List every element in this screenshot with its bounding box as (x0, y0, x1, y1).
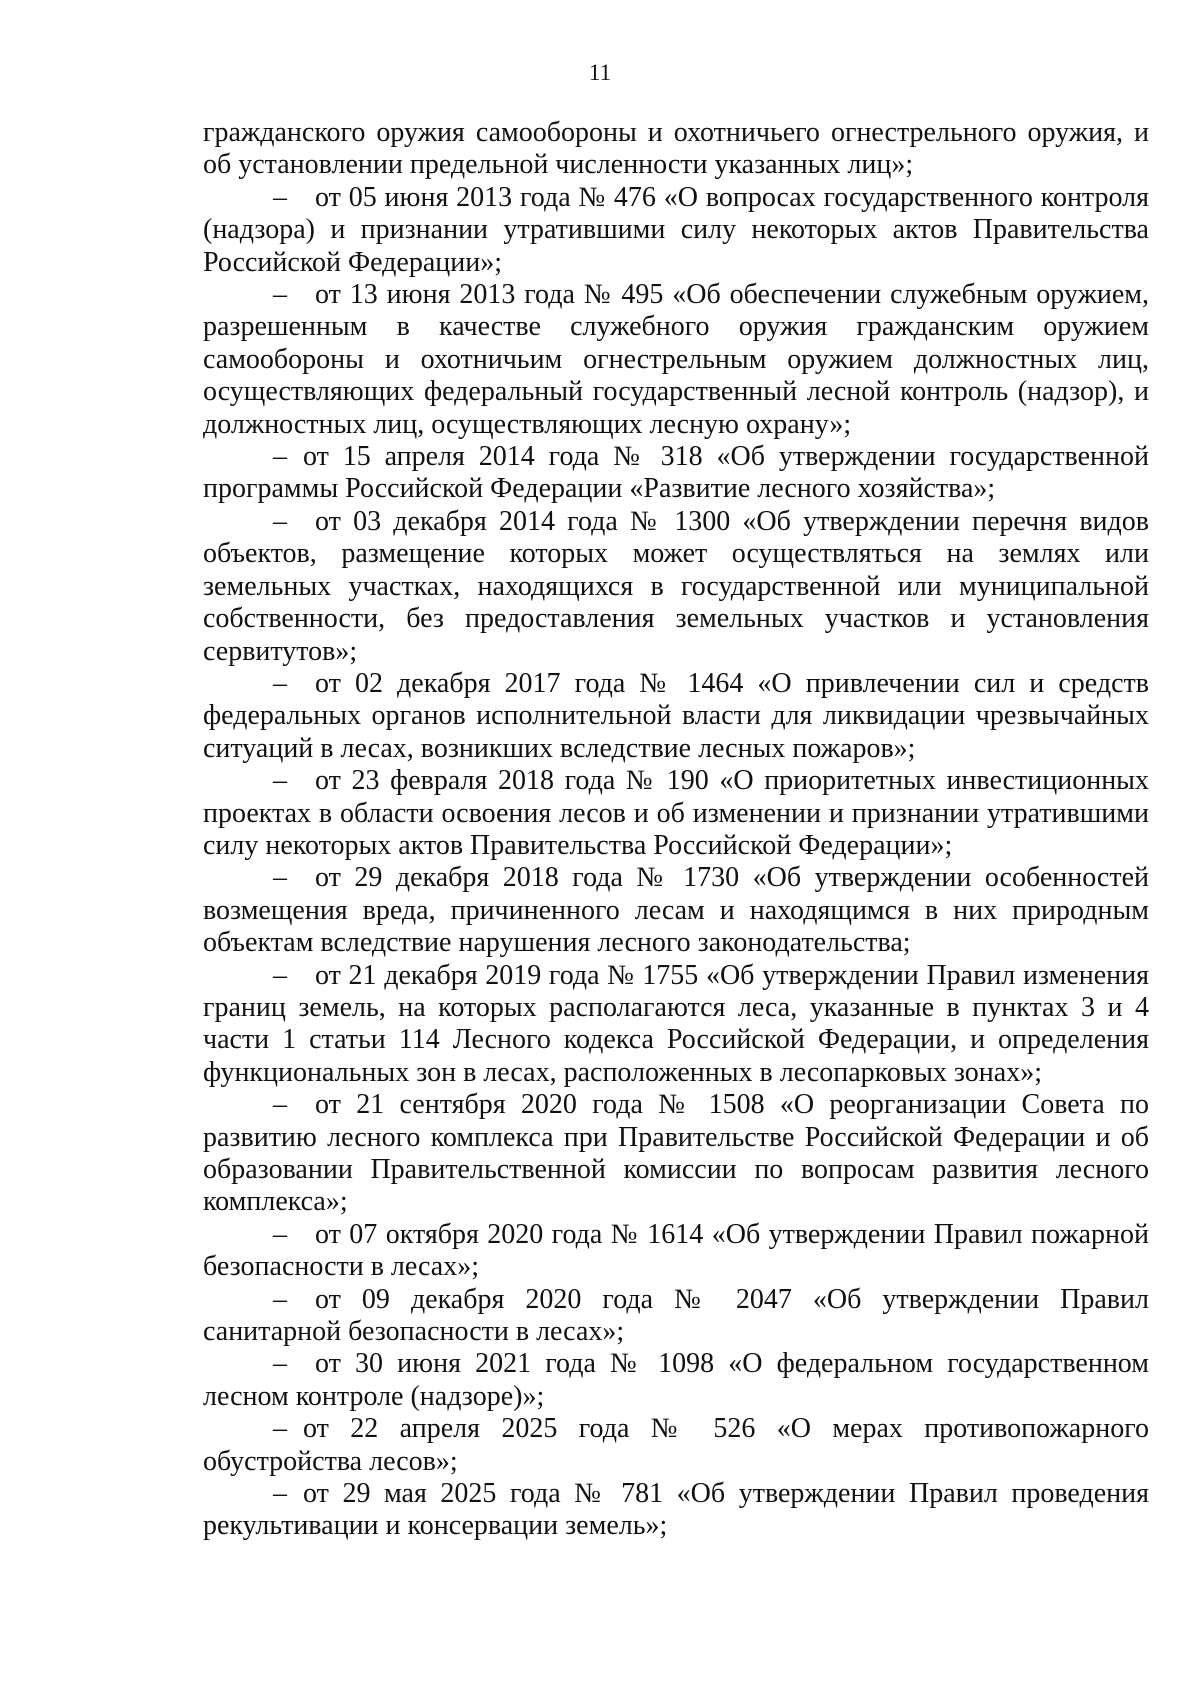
list-item-text: от 07 октября 2020 года № 1614 «Об утверждении Правил пожарной безопасности в лесах»; (203, 1218, 1149, 1283)
list-item-text: от 13 июня 2013 года № 495 «Об обеспечении служебным оружием, разрешенным в качестве служебного оружия гражданским оружием самообороны и охотничьим огнестрельным оружием должностных лиц, осуществляющих федеральный государственный лесной контроль (надзор), и должностных лиц, осуществляющих лесную охрану»; (203, 279, 1149, 440)
list-item (203, 1413, 1149, 1478)
list-item (203, 960, 1149, 1090)
page-number: 11 (588, 60, 612, 85)
list-item-text: от 02 декабря 2017 года № 1464 «О привлечении сил и средств федеральных органов исполнительной власти для ликвидации чрезвычайных ситуаций в лесах, возникших вследствие лесных пожаров»; (203, 667, 1149, 764)
list-item (203, 182, 1149, 279)
dash-marker: – (273, 1089, 287, 1121)
list-item (203, 506, 1149, 668)
list-item (203, 668, 1149, 765)
list-item (203, 1348, 1149, 1413)
dash-marker: – (273, 667, 287, 699)
dash-marker: – (273, 181, 287, 213)
dash-marker: – (273, 1218, 287, 1250)
intro-paragraph: гражданского оружия самообороны и охотничьего огнестрельного оружия, и об установлении предельной численности указанных лиц»; (203, 117, 1149, 181)
list-item (203, 765, 1149, 862)
list-item-text: от 21 декабря 2019 года № 1755 «Об утверждении Правил изменения границ земель, на которых располагаются леса, указанные в пунктах 3 и 4 части 1 статьи 114 Лесного кодекса Российской Федерации, и определения функциональных зон в лесах, расположенных в лесопарковых зонах»; (203, 959, 1149, 1088)
list-item (203, 1089, 1149, 1219)
list-item (203, 862, 1149, 959)
list-item-text: от 23 февраля 2018 года № 190 «О приоритетных инвестиционных проектах в области освоения лесов и об изменении и признании утратившими силу некоторых актов Правительства Российской Федерации»; (203, 765, 1149, 861)
list-item (203, 1478, 1149, 1543)
list-item-text: от 29 декабря 2018 года № 1730 «Об утверждении особенностей возмещения вреда, причиненного лесам и находящимся в них природным объектам вследствие нарушения лесного законодательства; (203, 862, 1149, 959)
dash-marker: – (273, 765, 287, 797)
dash-marker: – (273, 1348, 287, 1380)
list-item-text: от 09 декабря 2020 года № 2047 «Об утверждении Правил санитарной безопасности в лесах»; (203, 1283, 1149, 1348)
dash-marker: – (273, 441, 287, 473)
list-item (203, 1284, 1149, 1349)
list-item-text: от 29 мая 2025 года № 781 «Об утверждении Правил проведения рекультивации и консервации земель»; (203, 1478, 1149, 1542)
dash-marker: – (273, 1413, 287, 1445)
list-item (203, 441, 1149, 506)
list-item-text: от 22 апреля 2025 года № 526 «О мерах противопожарного обустройства лесов»; (203, 1413, 1149, 1477)
list-item-text: от 03 декабря 2014 года № 1300 «Об утверждении перечня видов объектов, размещение которых может осуществляться на землях или земельных участках, находящихся в государственной или муниципальной собственности, без предоставления земельных участков и установления сервитутов»; (203, 505, 1149, 667)
dash-marker: – (273, 1478, 287, 1510)
list-item-text: от 30 июня 2021 года № 1098 «О федеральном государственном лесном контроле (надзоре)»; (203, 1348, 1149, 1412)
dash-marker: – (273, 862, 287, 894)
dash-marker: – (273, 279, 287, 311)
list-item (203, 279, 1149, 441)
list-item (203, 1219, 1149, 1284)
dash-marker: – (273, 959, 287, 991)
list-item-text: от 15 апреля 2014 года № 318 «Об утверждении государственной программы Российской Федерации «Развитие лесного хозяйства»; (203, 441, 1149, 505)
list-item-text: от 21 сентября 2020 года № 1508 «О реорганизации Совета по развитию лесного комплекса при Правительстве Российской Федерации и об образовании Правительственной комиссии по вопросам развития лесного комплекса»; (203, 1089, 1149, 1218)
document-body (203, 117, 1149, 1543)
dash-marker: – (273, 1283, 287, 1315)
dash-marker: – (273, 505, 287, 537)
list-item-text: от 05 июня 2013 года № 476 «О вопросах государственного контроля (надзора) и признании утратившими силу некоторых актов Правительства Российской Федерации»; (203, 181, 1149, 278)
